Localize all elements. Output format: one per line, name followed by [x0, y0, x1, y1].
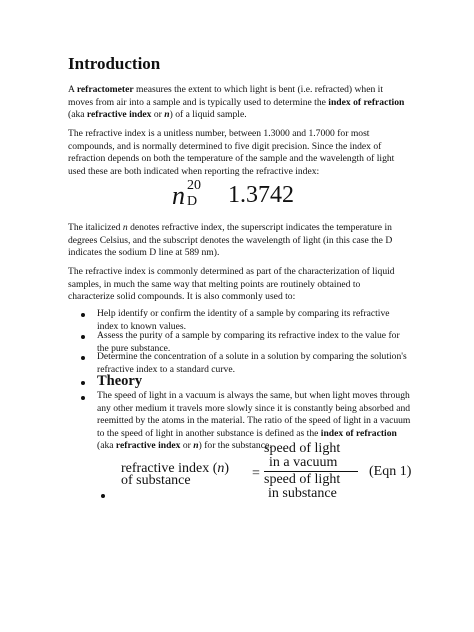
formula-superscript: 20 [187, 178, 201, 193]
intro-paragraph-3: The italicized n denotes refractive index, the superscript indicates the temperature in degrees Celsius, and the subscript denotes the wavelength of light (in this case the D indicates the sodium D line at 589 nm). [68, 222, 393, 259]
intro-paragraph-4: The refractive index is commonly determined as part of the characterization of liquid samples, in much the same way that melting points are routinely obtained to characterize solid compounds. It is also commonly used to: [68, 266, 395, 303]
formula-symbol: n [172, 181, 185, 210]
equation-numerator-line2: in a vacuum [269, 455, 338, 470]
equation-numerator-line1: speed of light [264, 441, 341, 456]
formula-subscript: D [187, 194, 198, 209]
bullet-dot [81, 396, 85, 400]
equation-lhs-line1: refractive index (n) [121, 461, 230, 476]
bullet-dot [81, 313, 85, 317]
bullet-dot [81, 335, 85, 339]
refraction-equation [121, 441, 421, 528]
page-title: Introduction [68, 54, 161, 73]
equation-denominator-line1: speed of light [264, 472, 341, 487]
equation-lhs-line2: of substance [121, 473, 191, 488]
bullet-dot [81, 381, 85, 385]
intro-paragraph-1: A refractometer measures the extent to which light is bent (i.e. refracted) when it moves from air into a sample and is typically used to determine the index of refraction (aka refractive index or n) of a liquid sample. [68, 84, 405, 121]
list-item: Assess the purity of a sample by comparing its refractive index to the value for the pure substance. [97, 330, 400, 354]
list-item: Help identify or confirm the identity of a sample by comparing its refractive index to known values. [97, 308, 390, 332]
equation-equals: = [252, 466, 260, 481]
equation-label: (Eqn 1) [369, 464, 412, 479]
formula-value: 1.3742 [228, 182, 294, 208]
theory-paragraph: The speed of light in a vacuum is always the same, but when light moves through any other medium it travels more slowly since it is constantly being absorbed and reemitted by the atoms in the material. The ratio of the speed of light in a vacuum to the speed of light in another substance is defined as the index of refraction (aka refractive index or n) for the substance. [97, 390, 411, 452]
refractive-index-formula [172, 178, 372, 211]
bullet-dot [81, 356, 85, 360]
section-heading-theory: Theory [97, 373, 143, 389]
equation-denominator-line2: in substance [268, 486, 337, 501]
intro-paragraph-2: The refractive index is a unitless number, between 1.3000 and 1.7000 for most compounds, and is normally determined to five digit precision. Since the index of refraction depends on both the temperature of the sample and the wavelength of light used these are both indicated when reporting the refractive index: [68, 128, 395, 177]
list-item: Determine the concentration of a solute in a solution by comparing the solution's refractive index to a standard curve. [97, 351, 407, 375]
bullet-dot [101, 494, 105, 498]
